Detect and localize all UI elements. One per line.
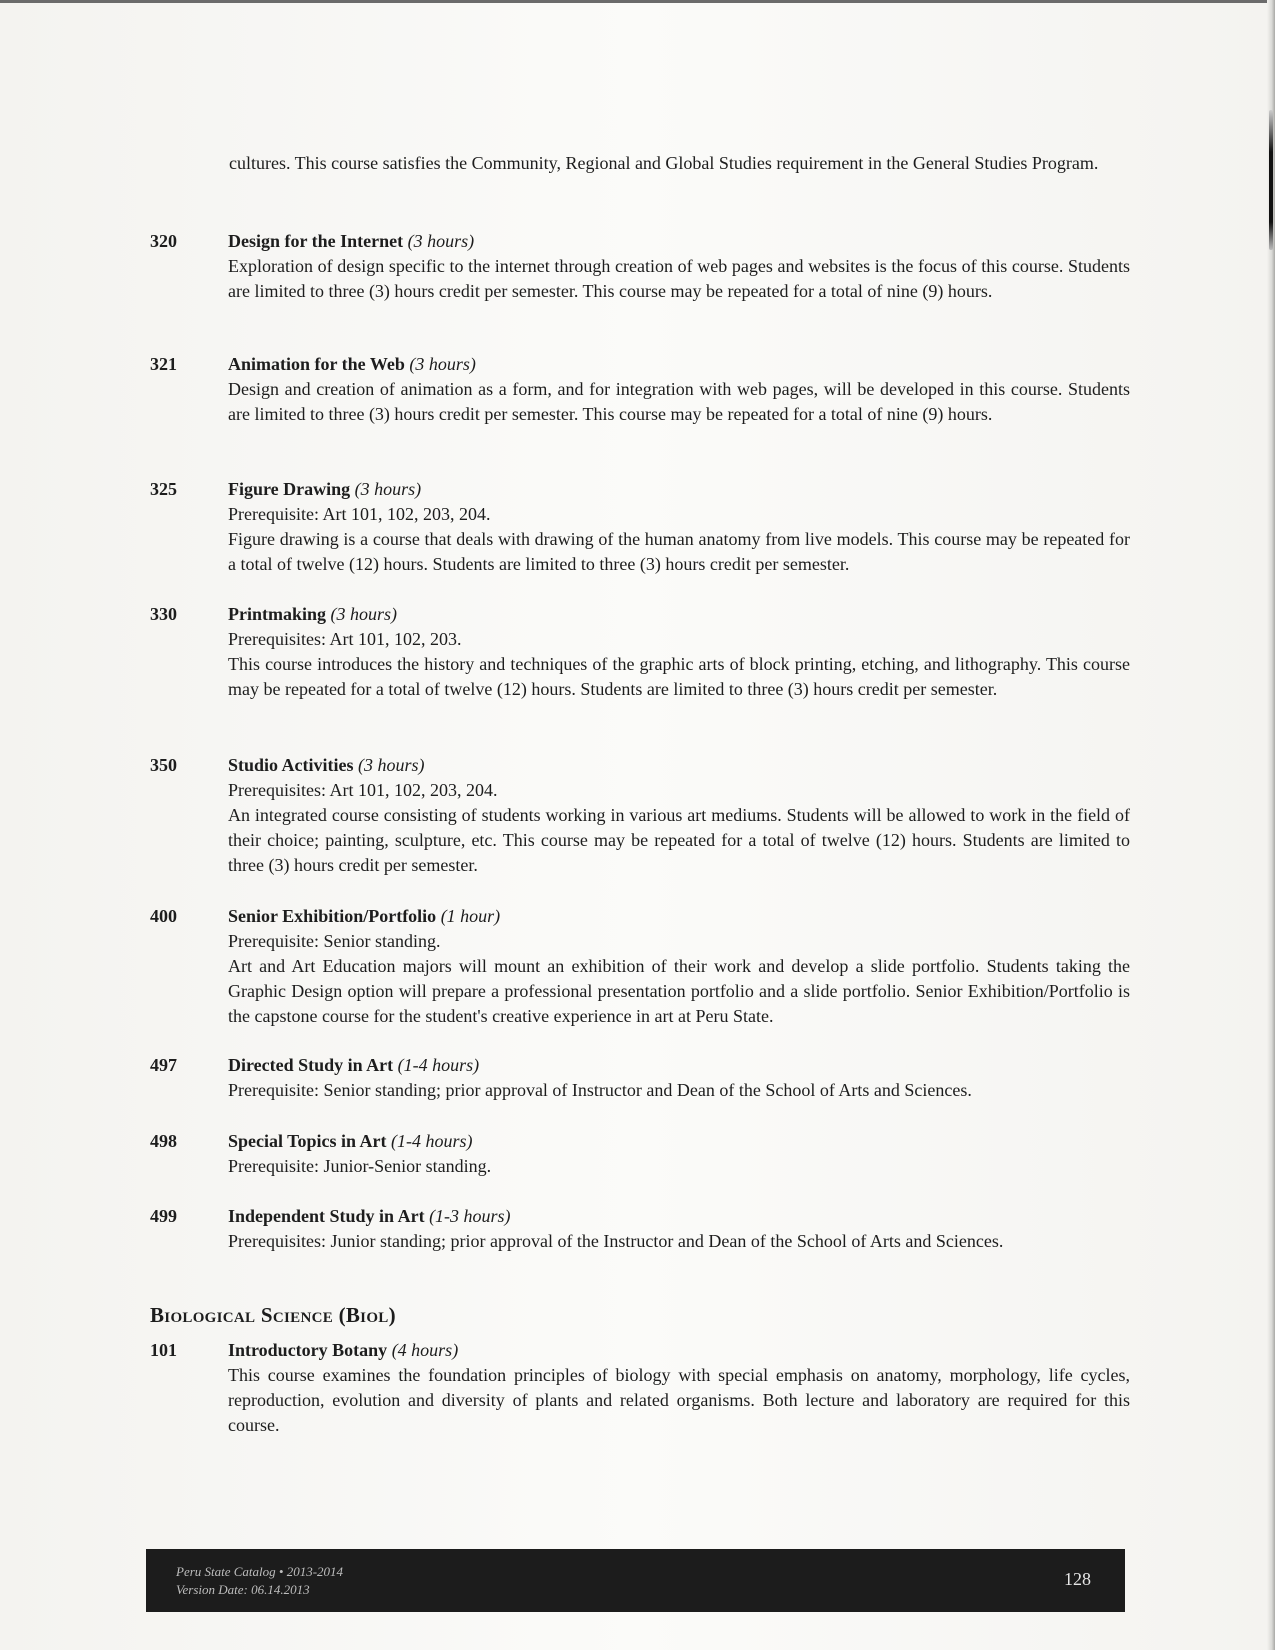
footer-catalog-title: Peru State Catalog • 2013-2014 <box>176 1564 344 1579</box>
course-title: Senior Exhibition/Portfolio <box>228 906 437 926</box>
course-description: Figure drawing is a course that deals with drawing of the human anatomy from live models. This course may be repeated for a total of twelve (12) hours. Students are limited to three (3) hours credit per semester. <box>228 529 1130 574</box>
course-number: 330 <box>150 604 177 624</box>
page-footer <box>146 1549 1125 1612</box>
course-number: 498 <box>150 1131 177 1151</box>
course-title: Animation for the Web <box>228 354 405 374</box>
course-number: 101 <box>150 1340 177 1360</box>
footer-version-date: Version Date: 06.14.2013 <box>176 1582 310 1597</box>
page-top-edge <box>0 0 1275 3</box>
section-heading: Biological Science (Biol) <box>150 1303 396 1327</box>
course-description: This course introduces the history and techniques of the graphic arts of block printing, etching, and lithography. This course may be repeated for a total of twelve (12) hours. Students are limited to three (3) hours credit per semester. <box>228 654 1130 699</box>
course-entry <box>150 1338 1130 1438</box>
course-title: Independent Study in Art <box>228 1206 425 1226</box>
course-prerequisite: Prerequisite: Senior standing. <box>228 931 441 951</box>
course-number: 499 <box>150 1206 177 1226</box>
binding-mark <box>1269 110 1273 250</box>
course-title: Introductory Botany <box>228 1340 388 1360</box>
course-number: 325 <box>150 479 177 499</box>
course-description: Exploration of design specific to the internet through creation of web pages and websites is the focus of this course. Students are limited to three (3) hours credit per semester. This course may be repeated for a total of nine (9) hours. <box>228 256 1130 301</box>
course-prerequisite: Prerequisite: Senior standing; prior approval of Instructor and Dean of the School of Arts and Sciences. <box>228 1080 972 1100</box>
course-prerequisite: Prerequisites: Art 101, 102, 203. <box>228 629 462 649</box>
course-prerequisite: Prerequisites: Junior standing; prior approval of the Instructor and Dean of the School of Arts and Sciences. <box>228 1231 1004 1251</box>
course-hours: (1-4 hours) <box>397 1055 480 1075</box>
course-entry <box>150 753 1130 878</box>
course-hours: (3 hours) <box>409 354 476 374</box>
course-entry <box>150 229 1130 304</box>
course-heading <box>228 1053 1130 1078</box>
course-description: Design and creation of animation as a form, and for integration with web pages, will be developed in this course. Students are limited to three (3) hours credit per semester. This course may be repeated for a total of nine (9) hours. <box>228 379 1130 424</box>
course-hours: (3 hours) <box>407 231 475 251</box>
course-heading <box>228 602 1130 627</box>
course-description: Art and Art Education majors will mount an exhibition of their work and develop a slide portfolio. Students taking the Graphic Design option will prepare a professional presentation portfolio and a slide portfolio. Senior Exhibition/Portfolio is the capstone course for the student's creative experience in art at Peru State. <box>228 956 1130 1026</box>
course-number: 320 <box>150 231 177 251</box>
course-heading <box>228 1338 1130 1363</box>
course-number: 321 <box>150 354 177 374</box>
course-title: Directed Study in Art <box>228 1055 394 1075</box>
course-hours: (3 hours) <box>358 755 425 775</box>
course-prerequisite: Prerequisite: Art 101, 102, 203, 204. <box>228 504 491 524</box>
course-entry <box>150 1053 1130 1103</box>
course-prerequisite: Prerequisite: Junior-Senior standing. <box>228 1156 492 1176</box>
course-title: Design for the Internet <box>228 231 404 251</box>
course-heading <box>228 477 1130 502</box>
course-number: 350 <box>150 755 177 775</box>
course-entry <box>150 477 1130 577</box>
course-description: An integrated course consisting of students working in various art mediums. Students will be allowed to work in the field of their choice; painting, sculpture, etc. This course may be repeated for a total of twelve (12) hours. Students are limited to three (3) hours credit per semester. <box>228 805 1130 875</box>
course-entry <box>150 904 1130 1029</box>
course-title: Figure Drawing <box>228 479 351 499</box>
page-number: 128 <box>1064 1569 1091 1589</box>
footer-catalog-info <box>176 1563 343 1599</box>
course-title: Studio Activities <box>228 755 354 775</box>
course-heading <box>228 904 1130 929</box>
course-hours: (1-3 hours) <box>429 1206 511 1226</box>
course-heading <box>228 1204 1130 1229</box>
intro-paragraph: cultures. This course satisfies the Community, Regional and Global Studies requirement in the General Studies Program. <box>229 153 1099 173</box>
course-number: 400 <box>150 906 177 926</box>
course-hours: (3 hours) <box>330 604 398 624</box>
course-hours: (1-4 hours) <box>391 1131 473 1151</box>
course-prerequisite: Prerequisites: Art 101, 102, 203, 204. <box>228 780 498 800</box>
course-heading <box>228 1129 1130 1154</box>
course-entry <box>150 1204 1130 1254</box>
course-heading <box>228 753 1130 778</box>
course-entry <box>150 602 1130 702</box>
course-hours: (3 hours) <box>354 479 422 499</box>
course-hours: (1 hour) <box>440 906 501 926</box>
course-number: 497 <box>150 1055 177 1075</box>
course-hours: (4 hours) <box>391 1340 459 1360</box>
course-title: Special Topics in Art <box>228 1131 387 1151</box>
course-title: Printmaking <box>228 604 327 624</box>
course-description: This course examines the foundation principles of biology with special emphasis on anatomy, morphology, life cycles, reproduction, evolution and diversity of plants and related organisms. Both lecture and laboratory are required for this course. <box>228 1365 1130 1435</box>
course-heading <box>228 352 1130 377</box>
course-entry <box>150 352 1130 427</box>
course-heading <box>228 229 1130 254</box>
course-entry <box>150 1129 1130 1179</box>
